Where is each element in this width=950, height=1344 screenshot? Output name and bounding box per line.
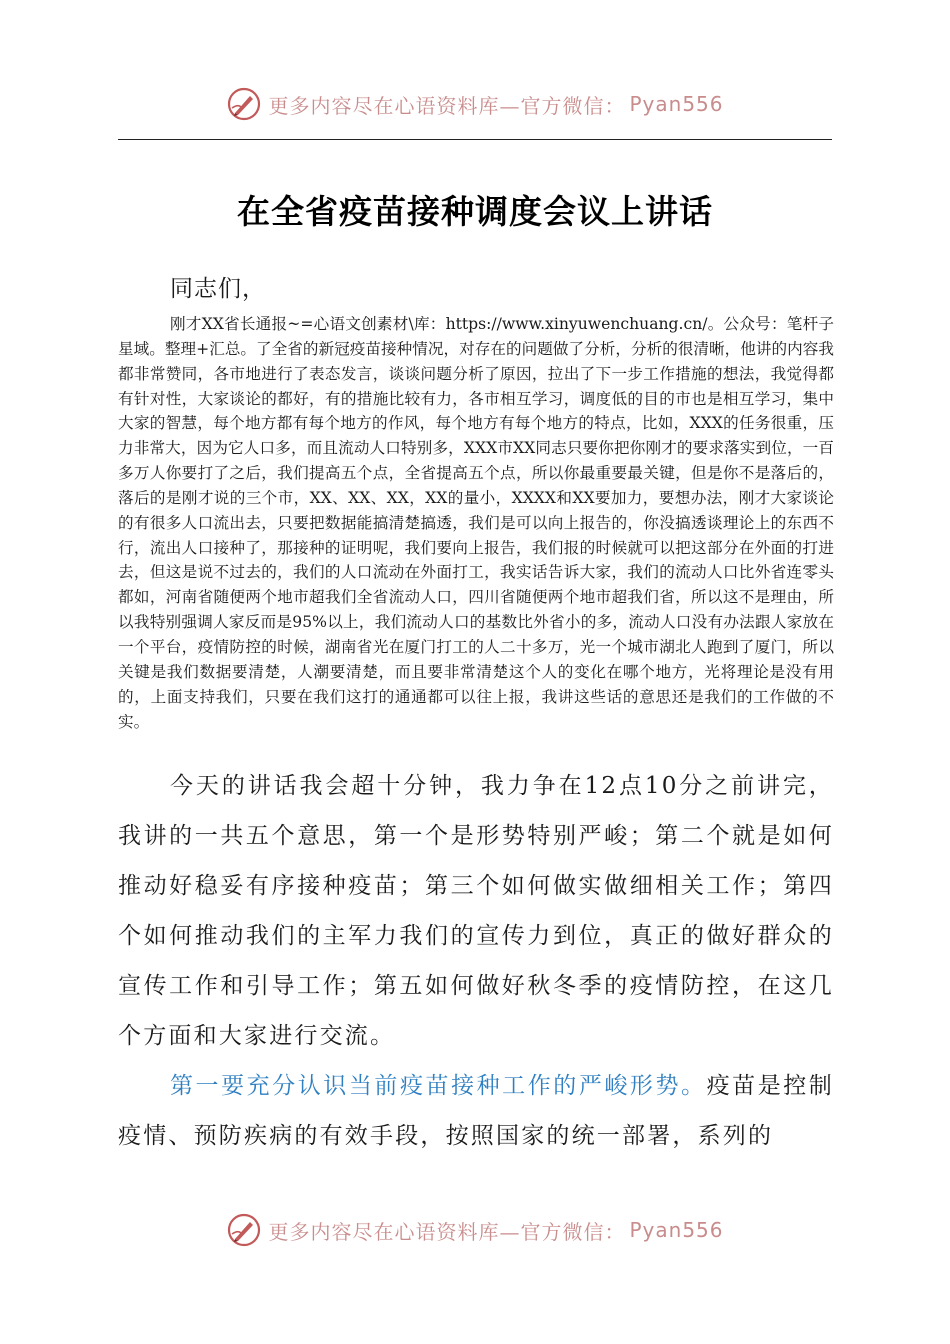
footer-wechat-id: Pyan556 bbox=[629, 1218, 724, 1242]
footer-banner bbox=[0, 1208, 950, 1252]
section-one-heading: 第一要充分认识当前疫苗接种工作的严峻形势。 bbox=[170, 1073, 707, 1099]
header-banner bbox=[0, 82, 950, 126]
salutation: 同志们， bbox=[170, 276, 266, 302]
header-banner-text: 更多内容尽在心语资料库—官方微信： bbox=[268, 93, 626, 118]
header-divider bbox=[118, 139, 832, 140]
section-one-paragraph bbox=[118, 1061, 834, 1161]
pen-logo-icon bbox=[226, 1212, 262, 1248]
agenda-paragraph: 今天的讲话我会超十分钟，我力争在12点10分之前讲完，我讲的一共五个意思，第一个是形势特别严峻；第二个就是如何推动好稳妥有序接种疫苗；第三个如何做实做细相关工作；第四个如何推动我们的主军力我们的宣传力到位，真正的做好群众的宣传工作和引导工作；第五如何做好秋冬季的疫情防控，在这几个方面和大家进行交流。 bbox=[118, 773, 834, 1049]
document-title: 在全省疫苗接种调度会议上讲话 bbox=[237, 192, 713, 231]
section-one-text: 疫苗是控制疫情、预防疾病的有效手段，按照国家的统一部署，系列的 bbox=[118, 1073, 835, 1149]
pen-logo-icon bbox=[226, 86, 262, 122]
header-wechat-id: Pyan556 bbox=[629, 92, 724, 116]
footer-banner-text: 更多内容尽在心语资料库—官方微信： bbox=[268, 1219, 626, 1244]
intro-paragraph: 刚才XX省长通报~=心语文创素材\库：https://www.xinyuwenchuang.cn/。公众号：笔杆子星域。整理+汇总。了全省的新冠疫苗接种情况，对存在的问题做了分析，分析的很清晰，他讲的内容我都非常赞同，各市地进行了表态发言，谈谈问题分析了原因，拉出了下一步工作措施的想法，我觉得都有针对性，大家谈论的都好，有的措施比较有力，各市相互学习，调度低的目的市也是相互学习，集中大家的智慧，每个地方都有每个地方的作风，每个地方有每个地方的特点，比如，XXX的任务很重，压力非常大，因为它人口多，而且流动人口特别多，XXX市XX同志只要你把你刚才的要求落实到位，一百多万人你要打了之后，我们提高五个点，全省提高五个点，所以你最重要最关键，但是你不是落后的，落后的是刚才说的三个市，XX、XX、XX，XX的量小，XXXX和XX要加力，要想办法，刚才大家谈论的有很多人口流出去，只要把数据能搞清楚搞透，我们是可以向上报告的，你没搞透谈理论上的东西不行，流出人口接种了，那接种的证明呢，我们要向上报告，我们报的时候就可以把这部分在外面的打进去，但这是说不过去的，我们的人口流动在外面打工，我实话告诉大家，我们的流动人口比外省连零头都如，河南省随便两个地市超我们全省流动人口，四川省随便两个地市超我们省，所以这不是理由，所以我特别强调人家反而是95%以上，我们流动人口的基数比外省小的多，流动人口没有办法跟人家放在一个平台，疫情防控的时候，湖南省光在厦门打工的人二十多万，光一个城市湖北人跑到了厦门，所以关键是我们数据要清楚，人潮要清楚，而且要非常清楚这个人的变化在哪个地方，光将理论是没有用的，上面支持我们，只要在我们这打的通通都可以往上报，我讲这些话的意思还是我们的工作做的不实。 bbox=[118, 315, 834, 731]
